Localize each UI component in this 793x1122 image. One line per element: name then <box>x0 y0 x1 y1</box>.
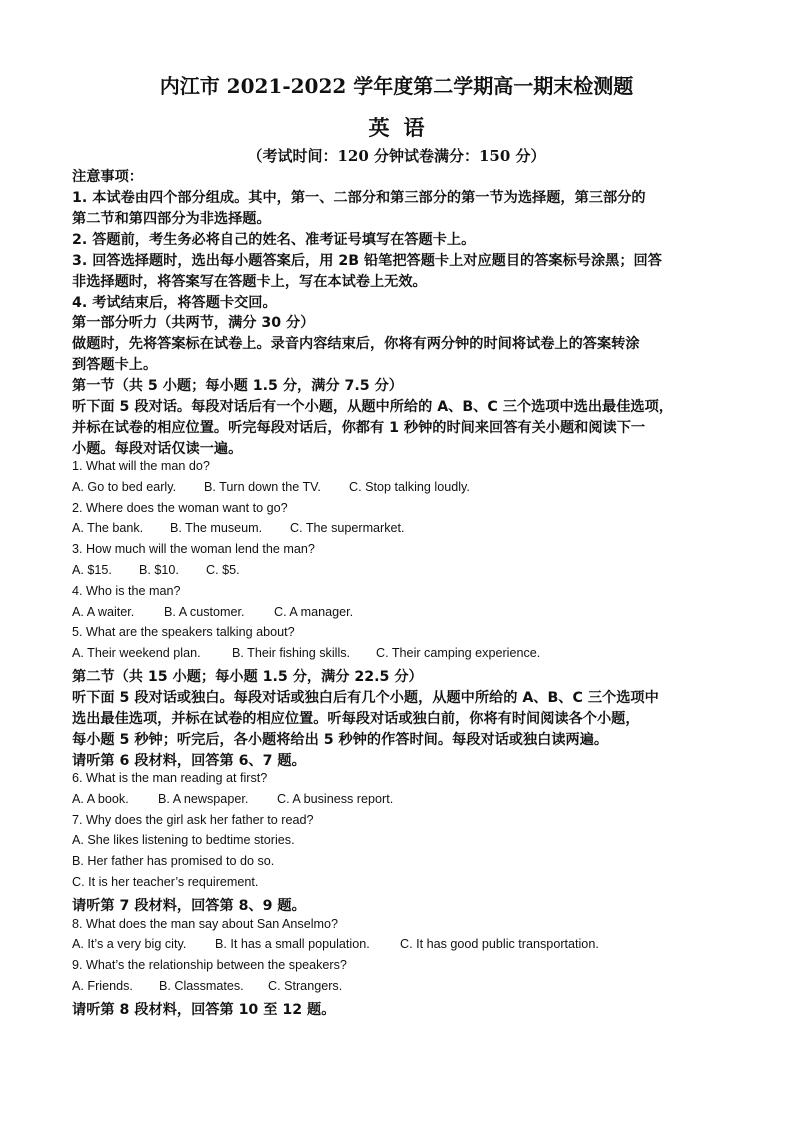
notice-item-1a: 1. 本试卷由四个部分组成。其中，第一、二部分和第三部分的第一节为选择题，第三部分的 <box>72 190 646 206</box>
exam-title: 内江市 2021-2022 学年度第二学期高一期末检测题 <box>159 74 634 98</box>
material-8-heading: 请听第 8 段材料，回答第 10 至 12 题。 <box>72 1002 336 1018</box>
question-3-options <box>72 563 240 577</box>
option-c: C. Strangers. <box>268 979 343 993</box>
part1-intro-b: 到答题卡上。 <box>72 357 158 373</box>
option-a: A. A waiter. <box>72 605 135 619</box>
option-b: B. A newspaper. <box>158 792 249 806</box>
question-5-options <box>72 646 540 660</box>
question-4: 4. Who is the man? <box>72 584 181 598</box>
question-2-options <box>72 521 405 535</box>
option-b: B. It has a small population. <box>215 937 370 951</box>
option-c: C. A manager. <box>274 605 354 619</box>
option-c: C. A business report. <box>277 792 394 806</box>
question-5: 5. What are the speakers talking about? <box>72 625 295 639</box>
question-7-option-c: C. It is her teacher’s requirement. <box>72 875 259 889</box>
notice-item-4: 4. 考试结束后，将答题卡交回。 <box>72 295 277 311</box>
material-6-heading: 请听第 6 段材料，回答第 6、7 题。 <box>72 753 306 769</box>
option-a: A. It’s a very big city. <box>72 937 187 951</box>
section1-instr-b: 并标在试卷的相应位置。听完每段对话后，你都有 1 秒钟的时间来回答有关小题和阅读下一 <box>72 420 646 436</box>
notice-item-1b: 第二节和第四部分为非选择题。 <box>72 211 271 227</box>
option-a: A. Go to bed early. <box>72 480 177 494</box>
section2-instr-a: 听下面 5 段对话或独白。每段对话或独白后有几个小题，从题中所给的 A、B、C 三个选项中 <box>72 690 659 706</box>
option-c: C. The supermarket. <box>290 521 405 535</box>
option-a: A. Their weekend plan. <box>72 646 201 660</box>
part1-intro-a: 做题时，先将答案标在试卷上。录音内容结束后，你将有两分钟的时间将试卷上的答案转涂 <box>72 336 640 352</box>
question-7-option-a: A. She likes listening to bedtime stories. <box>72 833 295 847</box>
option-b: B. Classmates. <box>159 979 244 993</box>
exam-info: （考试时间：120 分钟试卷满分：150 分） <box>247 147 546 165</box>
option-b: B. $10. <box>139 563 179 577</box>
subject-title: 英语 <box>368 115 439 140</box>
option-b: B. Turn down the TV. <box>204 480 321 494</box>
question-7-option-b: B. Her father has promised to do so. <box>72 854 275 868</box>
notice-item-2: 2. 答题前，考生务必将自己的姓名、准考证号填写在答题卡上。 <box>72 232 476 248</box>
option-c: C. $5. <box>206 563 240 577</box>
question-8-options <box>72 937 599 951</box>
option-b: B. A customer. <box>164 605 245 619</box>
option-a: A. The bank. <box>72 521 144 535</box>
question-2: 2. Where does the woman want to go? <box>72 501 288 515</box>
option-b: B. The museum. <box>170 521 263 535</box>
question-7: 7. Why does the girl ask her father to read? <box>72 813 314 827</box>
question-9-options <box>72 979 342 993</box>
section2-heading: 第二节（共 15 小题；每小题 1.5 分，满分 22.5 分） <box>72 669 423 685</box>
option-b: B. Their fishing skills. <box>232 646 351 660</box>
material-7-heading: 请听第 7 段材料，回答第 8、9 题。 <box>72 898 306 914</box>
question-3: 3. How much will the woman lend the man? <box>72 542 315 556</box>
notice-item-3a: 3. 回答选择题时，选出每小题答案后，用 2B 铅笔把答题卡上对应题目的答案标号涂黑；回答 <box>72 253 662 269</box>
section1-heading: 第一节（共 5 小题；每小题 1.5 分，满分 7.5 分） <box>72 378 403 394</box>
question-8: 8. What does the man say about San Anselmo? <box>72 917 339 931</box>
option-a: A. A book. <box>72 792 129 806</box>
section1-instr-c: 小题。每段对话仅读一遍。 <box>72 441 243 457</box>
part1-heading: 第一部分听力（共两节，满分 30 分） <box>72 315 315 331</box>
option-c: C. Stop talking loudly. <box>349 480 470 494</box>
question-6-options <box>72 792 393 806</box>
question-1: 1. What will the man do? <box>72 459 210 473</box>
question-1-options <box>72 480 470 494</box>
option-c: C. Their camping experience. <box>376 646 541 660</box>
question-6: 6. What is the man reading at first? <box>72 771 268 785</box>
section2-instr-b: 选出最佳选项，并标在试卷的相应位置。听每段对话或独白前，你将有时间阅读各个小题， <box>72 711 640 727</box>
option-c: C. It has good public transportation. <box>400 937 599 951</box>
notice-heading: 注意事项： <box>72 169 143 185</box>
option-a: A. $15. <box>72 563 112 577</box>
option-a: A. Friends. <box>72 979 133 993</box>
question-4-options <box>72 605 353 619</box>
question-9: 9. What’s the relationship between the speakers? <box>72 958 347 972</box>
section2-instr-c: 每小题 5 秒钟；听完后，各小题将给出 5 秒钟的作答时间。每段对话或独白读两遍。 <box>72 732 609 748</box>
notice-item-3b: 非选择题时，将答案写在答题卡上，写在本试卷上无效。 <box>72 274 427 290</box>
section1-instr-a: 听下面 5 段对话。每段对话后有一个小题，从题中所给的 A、B、C 三个选项中选出最佳选项， <box>72 399 673 415</box>
